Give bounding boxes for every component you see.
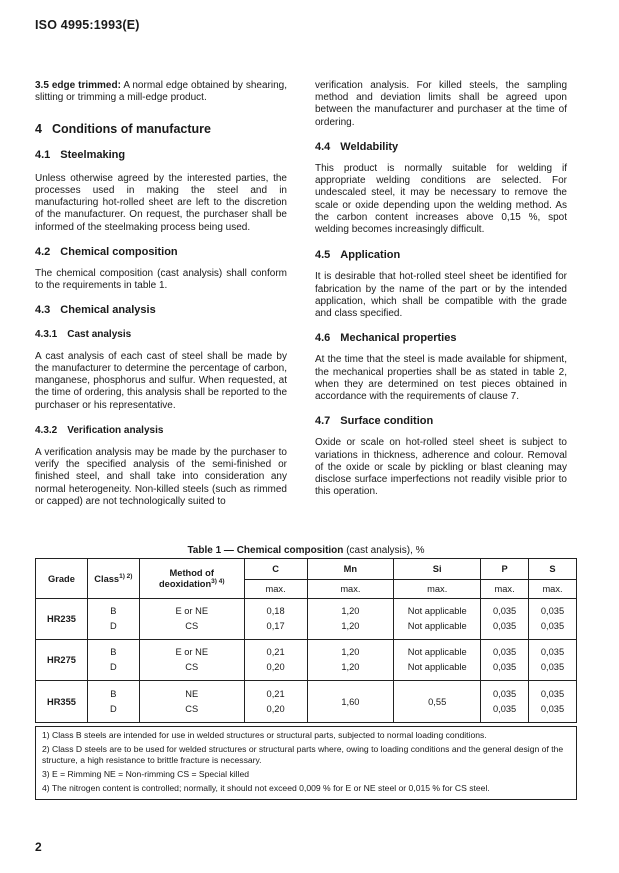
heading-4-6: 4.6 Mechanical properties [315,332,457,345]
heading-4-3-1: 4.3.1 Cast analysis [35,328,132,340]
table-note: 3) E = Rimming NE = Non-rimming CS = Special killed [42,769,250,779]
heading-4-4: 4.4 Weldability [315,140,399,153]
grade-cell: HR235 [36,599,88,640]
col-header-si: Si [394,559,481,580]
clause-3-5: 3.5 edge trimmed: A normal edge obtained by shearing, slitting or trimming a mill-edge product. [35,80,288,104]
table-note: 1) Class B steels are intended for use in welded structures or structural parts, subjected to normal loading conditions. [36,726,576,744]
table-row: HR355 B D NE CS 0,21 0,20 1,60 0,55 0,035 0,035 0,035 0,035 [36,681,577,723]
heading-4-2: 4.2 Chemical composition [35,245,178,258]
heading-4-7: 4.7 Surface condition [315,415,434,428]
max-label: max. [244,580,307,599]
table-note: 4) The nitrogen content is controlled; normally, it should not exceed 0,009 % for E or NE steel or 0,015 % for CS steel. [42,783,490,793]
col-header-p: P [481,559,529,580]
para-4-5: It is desirable that hot-rolled steel sheet be identified for fabrication by the name of the part or by the intended application, which shall be compatible with the grade and class specified. [315,271,567,320]
max-label: max. [394,580,481,599]
right-column [315,80,567,498]
max-label: max. [481,580,529,599]
col-header-class: Class$^{1) 2)}$ [87,559,139,599]
col-header-grade: Grade [36,559,88,599]
heading-4-5: 4.5 Application [315,249,401,262]
para-4-2: The chemical composition (cast analysis) shall conform to the requirements in table 1. [35,268,287,292]
grade-cell: HR275 [36,640,88,681]
para-4-4: This product is normally suitable for welding if appropriate welding conditions are selected. For undescaled steel, it may be necessary to remove the scale or oxide depending upon the welding method. As the carbon content increases above 0,15 %, spot welding becomes increasingly difficult. [315,163,567,236]
col-header-method: Method of deoxidation$^{3) 4)}$ [139,559,244,599]
page-number: 2 [35,840,42,854]
table-note: 2) Class D steels are to be used for welded structures or structural parts where, owing to loading conditions and the general design of the structure, a high resistance to brittle fracture is necessary. [42,744,564,765]
col-header-c: C [244,559,307,580]
heading-4-3: 4.3 Chemical analysis [35,304,156,317]
max-label: max. [529,580,577,599]
grade-cell: HR355 [36,681,88,723]
para-4-6: At the time that the steel is made available for shipment, the mechanical properties shall be as stated in table 2, when they are determined on test pieces obtained in accordance with the requirements of clause 7. [315,354,567,403]
left-column [35,80,287,508]
para-4-7: Oxide or scale on hot-rolled steel sheet is subject to variations in thickness, adherence and colour. Removal of the oxide or scale by pickling or blast cleaning may disclose surface imperfections not readily visible prior to this operation. [315,437,567,498]
max-label: max. [307,580,394,599]
table-notes [35,726,577,800]
heading-4-1: 4.1 Steelmaking [35,148,126,161]
table-row: HR275 B D E or NE CS 0,21 0,20 1,20 1,20 Not applicable Not applicable 0,035 0,035 0,035 0,035 [36,640,577,681]
document-id: ISO 4995:1993(E) [35,18,140,32]
table-row: HR235 B D E or NE CS 0,18 0,17 1,20 1,20 Not applicable Not applicable 0,035 0,035 0,035 0,035 [36,599,577,640]
para-4-3-2: A verification analysis may be made by the purchaser to verify the specified analysis of the semi-finished or finished steel, and shall take into consideration any normal heterogeneity. Non-killed steels (such as rimmed or capped) are not technologically suited to [35,447,287,507]
heading-4-3-2: 4.3.2 Verification analysis [35,424,164,436]
heading-4: 4 Conditions of manufacture [35,122,211,137]
col-header-s: S [529,559,577,580]
table-caption: Table 1 — Chemical composition (cast analysis), % [187,545,425,556]
chemical-composition-table [35,558,577,723]
para-4-1: Unless otherwise agreed by the interested parties, the processes used in making the steel and in manufacturing hot-rolled sheet are left to the discretion of the manufacturer. On request, the purchaser shall be informed of the steelmaking process being used. [35,172,287,233]
para-4-3-2-continued: verification analysis. For killed steels, the sampling method and deviation limits shall be agreed upon between the manufacturer and purchaser at the time of ordering. [315,80,567,128]
para-4-3-1: A cast analysis of each cast of steel shall be made by the manufacturer to determine the percentage of carbon, manganese, phosphorus and sulfur. When requested, at the time of ordering, this analysis shall be reported to the purchaser or his representative. [35,350,287,411]
col-header-mn: Mn [307,559,394,580]
